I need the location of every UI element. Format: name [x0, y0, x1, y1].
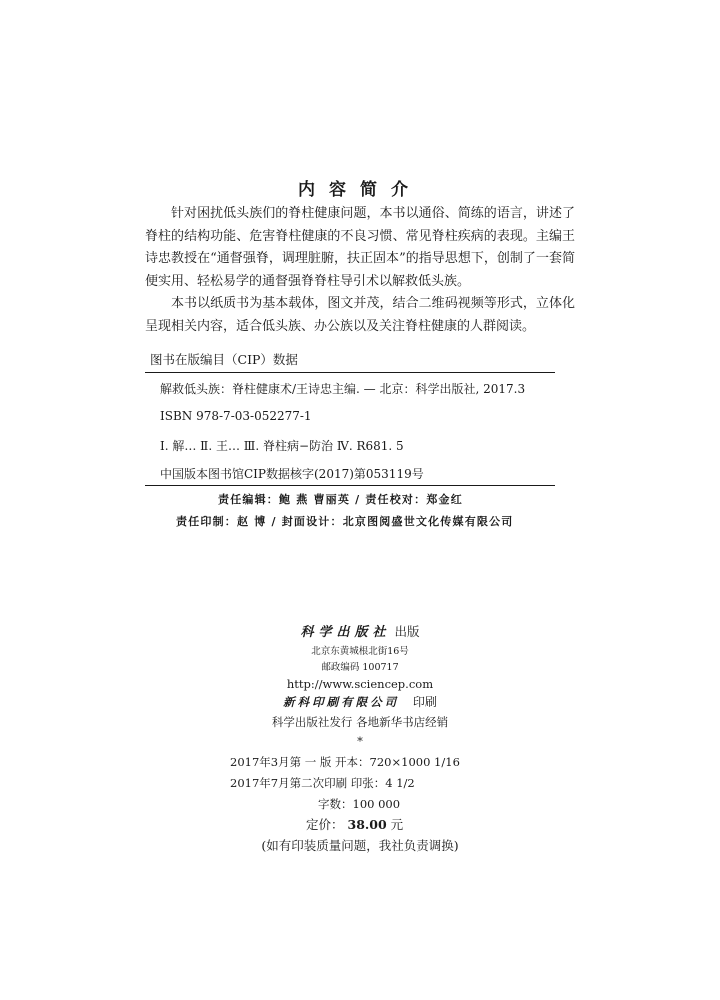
publisher-name: 科学出版社: [300, 625, 391, 640]
cip-record-number: 中国版本图书馆CIP数据核字(2017)第053119号: [160, 467, 424, 481]
publisher-line: [0, 621, 720, 640]
separator-star: *: [357, 734, 363, 748]
distribution-line: 科学出版社发行 各地新华书店经销: [271, 715, 449, 729]
synopsis-paragraph-2: 本书以纸质书为基本载体，图文并茂，结合二维码视频等形式，立体化呈现相关内容，适合低头族、办公族以及关注脊柱健康的人群阅读。: [145, 296, 575, 334]
price-line: [306, 815, 403, 833]
edition-line: 2017年3月第 一 版 开本：720×1000 1/16: [230, 755, 460, 769]
credits-editors: 责任编辑：鲍 燕 曹丽英 / 责任校对：郑金红: [218, 493, 463, 506]
publisher-postcode: 邮政编码 100717: [321, 662, 399, 673]
synopsis-title: 内容简介: [298, 180, 422, 200]
cip-bottom-rule: [145, 485, 555, 486]
word-count: 字数：100 000: [318, 797, 401, 811]
price-value: 38.00: [347, 817, 387, 832]
printing-line: 2017年7月第二次印刷 印张：4 1/2: [230, 776, 415, 790]
price-label: 定价：: [306, 817, 344, 832]
price-unit: 元: [390, 817, 404, 832]
publish-label: 出版: [394, 624, 420, 639]
publisher-url: http://www.sciencep.com: [286, 677, 434, 691]
cip-entry: 解救低头族：脊柱健康术/王诗忠主编. — 北京：科学出版社, 2017.3: [160, 382, 526, 396]
quality-notice: (如有印装质量问题，我社负责调换): [261, 838, 459, 853]
printer-name: 新科印刷有限公司: [283, 695, 400, 709]
cip-top-rule: [145, 372, 555, 373]
cip-classification: Ⅰ. 解… Ⅱ. 王… Ⅲ. 脊柱病−防治 Ⅳ. R681. 5: [160, 439, 404, 453]
print-label: 印刷: [412, 695, 437, 709]
credits-production: 责任印制：赵 博 / 封面设计：北京图阅盛世文化传媒有限公司: [176, 515, 514, 528]
printer-line: [0, 693, 720, 710]
synopsis-body: [145, 203, 575, 338]
cip-isbn: ISBN 978-7-03-052277-1: [160, 409, 312, 423]
cip-title: 图书在版编目（CIP）数据: [150, 352, 298, 367]
synopsis-paragraph-1: 针对困扰低头族们的脊柱健康问题，本书以通俗、简练的语言，讲述了脊柱的结构功能、危害脊柱健康的不良习惯、常见脊柱疾病的表现。主编王诗忠教授在“通督强脊，调理脏腑，扶正固本”的指导思想下，创制了一套简便实用、轻松易学的通督强脊脊柱导引术以解救低头族。: [145, 206, 575, 289]
publisher-address: 北京东黄城根北街16号: [311, 646, 409, 657]
